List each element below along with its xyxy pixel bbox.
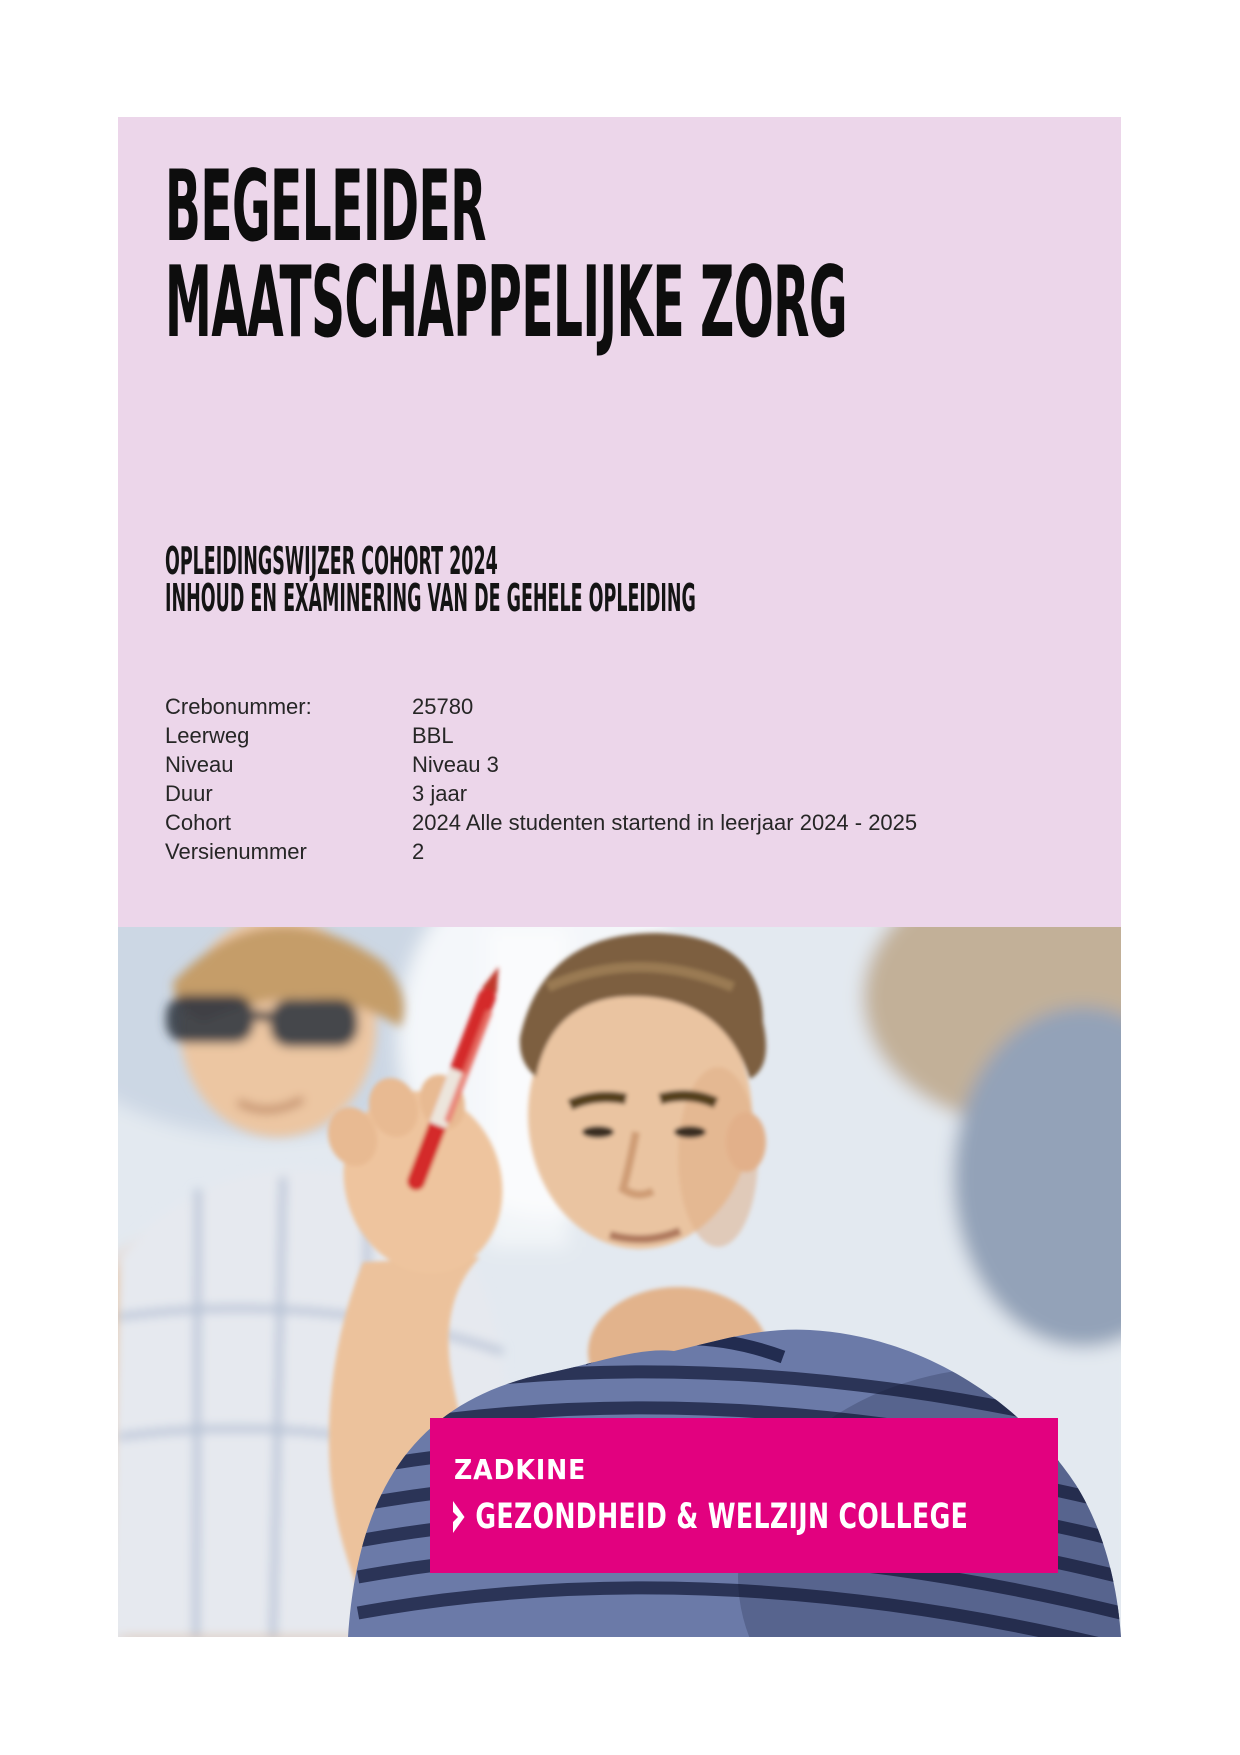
cover-panel	[118, 117, 1121, 927]
detail-label: Duur	[165, 781, 213, 806]
program-details-table	[165, 692, 917, 866]
table-row	[165, 779, 917, 808]
page-subtitle	[165, 539, 1240, 620]
detail-value: 2	[412, 839, 425, 864]
detail-value: Niveau 3	[412, 752, 499, 777]
detail-value: 2024 Alle studenten startend in leerjaar 2024 - 2025	[412, 810, 918, 835]
detail-value: BBL	[412, 723, 454, 748]
chevron-right-icon	[453, 1501, 469, 1533]
detail-value: 25780	[412, 694, 474, 719]
cover-photo-students	[118, 927, 1121, 1637]
detail-label: Versienummer	[165, 839, 307, 864]
detail-value: 3 jaar	[412, 781, 468, 806]
table-row	[165, 721, 917, 750]
brand-logo-text: ZADKINE	[454, 1453, 587, 1486]
detail-label: Crebonummer:	[165, 694, 312, 719]
table-row	[165, 808, 917, 837]
detail-label: Niveau	[165, 752, 234, 777]
detail-label: Cohort	[165, 810, 232, 835]
subtitle-line-1: OPLEIDINGSWIJZER COHORT 2024	[165, 539, 498, 583]
college-name-line	[453, 1498, 968, 1536]
page-title	[165, 150, 1240, 360]
brand-banner	[430, 1418, 1058, 1573]
table-row	[165, 692, 917, 721]
subtitle-line-2: INHOUD EN EXAMINERING VAN DE GEHELE OPLEIDING	[165, 576, 696, 620]
title-line-1: BEGELEIDER	[165, 150, 486, 264]
table-row	[165, 750, 917, 779]
title-line-2: MAATSCHAPPELIJKE ZORG	[165, 246, 848, 360]
table-row	[165, 837, 917, 866]
detail-label: Leerweg	[165, 723, 250, 748]
college-name: GEZONDHEID & WELZIJN COLLEGE	[475, 1497, 969, 1537]
